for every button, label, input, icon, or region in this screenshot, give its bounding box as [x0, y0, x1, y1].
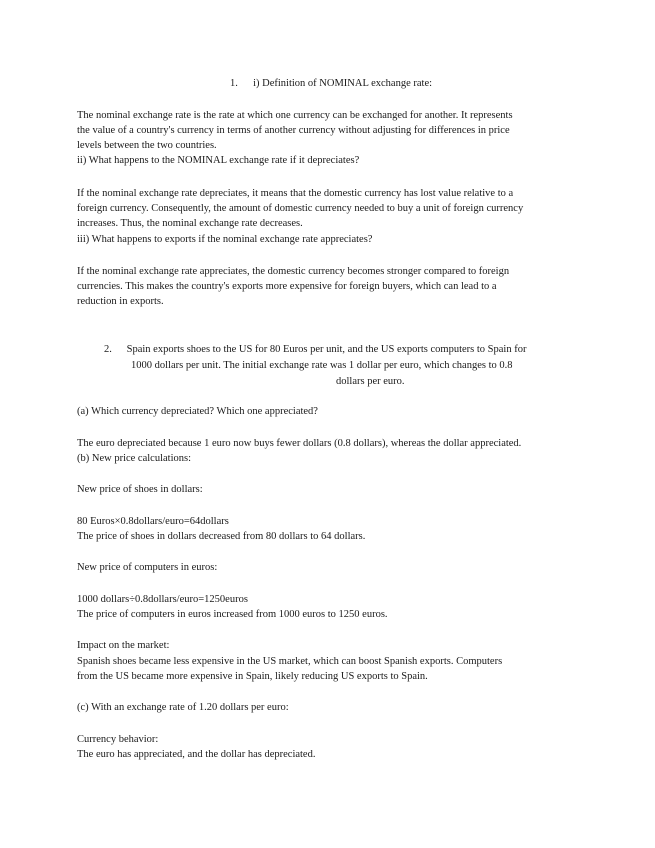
q2-intro-line-3: dollars per euro.	[336, 376, 405, 387]
q1-heading-number: 1.	[229, 78, 238, 89]
q2-intro-line-2: 1000 dollars per unit. The initial exchange rate was 1 dollar per euro, which changes to 0.8	[131, 360, 513, 371]
q2-shoes-formula: 80 Euros×0.8dollars/euro=64dollars	[77, 516, 229, 527]
q1-iii-question: iii) What happens to exports if the nominal exchange rate appreciates?	[77, 234, 373, 245]
q2-currency-heading: Currency behavior:	[77, 734, 159, 745]
q2-currency-answer: The euro has appreciated, and the dollar has depreciated.	[77, 749, 316, 760]
q2-a-question: (a) Which currency depreciated? Which one appreciated?	[77, 406, 318, 417]
q2-impact-line-2: from the US became more expensive in Spain, likely reducing US exports to Spain.	[77, 671, 428, 682]
q2-shoes-heading: New price of shoes in dollars:	[77, 484, 203, 495]
q2-impact-heading: Impact on the market:	[77, 640, 170, 651]
q1-iii-answer-line-2: currencies. This makes the country's exports more expensive for foreign buyers, which can lead to a	[77, 281, 497, 292]
q2-computers-formula: 1000 dollars÷0.8dollars/euro=1250euros	[77, 594, 248, 605]
q1-ii-answer-line-3: increases. Thus, the nominal exchange rate decreases.	[77, 218, 303, 229]
q2-number: 2.	[104, 344, 112, 355]
q2-computers-heading: New price of computers in euros:	[77, 562, 218, 573]
q1-heading	[77, 76, 585, 92]
q1-iii-answer-line-1: If the nominal exchange rate appreciates, the domestic currency becomes stronger compared to foreign	[77, 266, 510, 277]
q2-impact-line-1: Spanish shoes became less expensive in the US market, which can boost Spanish exports. Computers	[77, 656, 503, 667]
q2-intro-text-1: Spain exports shoes to the US for 80 Euros per unit, and the US exports computers to Spain for	[126, 344, 527, 355]
q2-shoes-result: The price of shoes in dollars decreased from 80 dollars to 64 dollars.	[77, 531, 366, 542]
q1-heading-text: i) Definition of NOMINAL exchange rate:	[253, 78, 433, 89]
q2-intro-line-1	[104, 342, 585, 358]
q1-iii-answer-line-3: reduction in exports.	[77, 296, 164, 307]
q1-ii-question: ii) What happens to the NOMINAL exchange rate if it depreciates?	[77, 155, 360, 166]
q2-a-answer: The euro depreciated because 1 euro now buys fewer dollars (0.8 dollars), whereas the dollar appreciated.	[77, 438, 522, 449]
q2-b-heading: (b) New price calculations:	[77, 453, 191, 464]
q2-computers-result: The price of computers in euros increased from 1000 euros to 1250 euros.	[77, 609, 388, 620]
q1-ii-answer-line-1: If the nominal exchange rate depreciates, it means that the domestic currency has lost value relative to a	[77, 188, 514, 199]
q1-definition-line-2: the value of a country's currency in terms of another currency without adjusting for differences in price	[77, 125, 510, 136]
q2-c-question: (c) With an exchange rate of 1.20 dollars per euro:	[77, 702, 289, 713]
q1-definition-line-1: The nominal exchange rate is the rate at which one currency can be exchanged for another. It represents	[77, 110, 513, 121]
q1-definition-line-3: levels between the two countries.	[77, 140, 217, 151]
q1-ii-answer-line-2: foreign currency. Consequently, the amount of domestic currency needed to buy a unit of foreign currency	[77, 203, 524, 214]
